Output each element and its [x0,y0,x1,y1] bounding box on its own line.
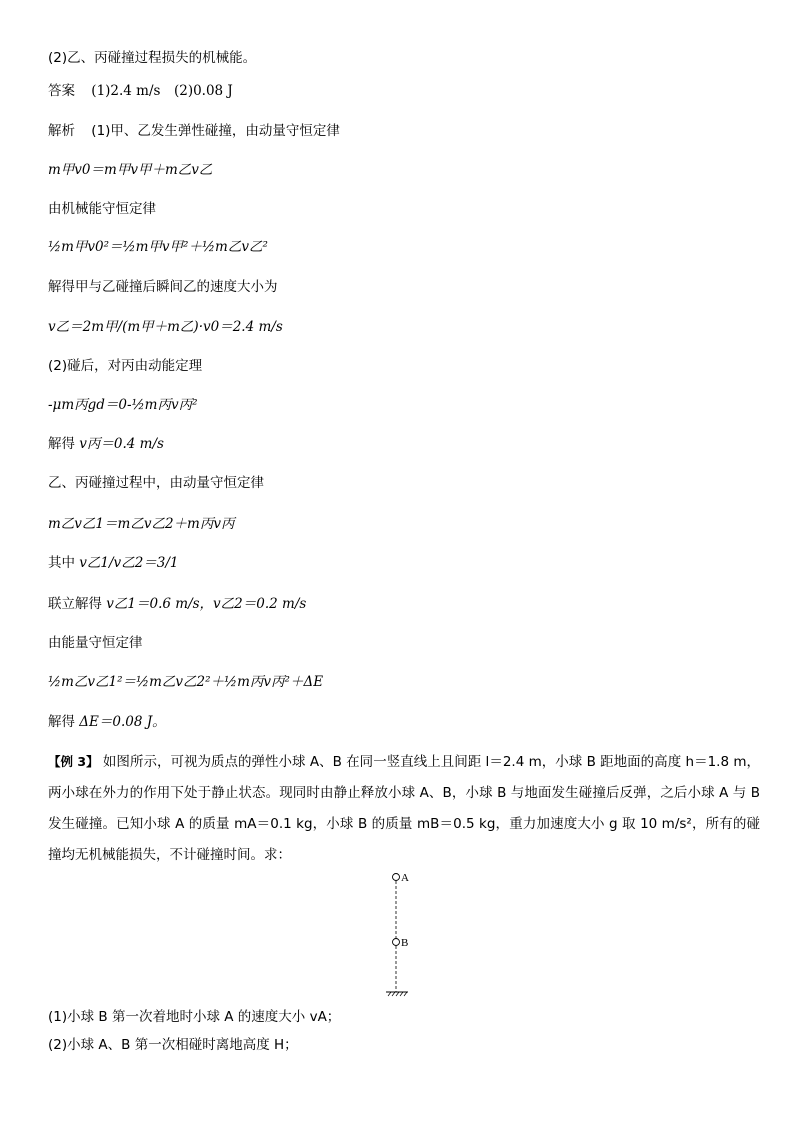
energy-conservation-line: 由能量守恒定律 [48,635,143,651]
answer-text: (1)2.4 m/s (2)0.08 J [91,83,233,99]
energy-loss-equation: ½m乙v乙1²＝½m乙v乙2²＋½m丙v丙²＋ΔE [48,674,324,690]
momentum-equation: m甲v0＝m甲v甲＋m乙v乙 [48,162,213,178]
momentum-equation-2: m乙v乙1＝m乙v乙2＋m丙v丙 [48,516,235,532]
ball-b [393,939,400,946]
combined-prefix: 联立解得 [48,596,102,612]
ratio-equation: v乙1/v乙2＝3/1 [79,555,179,571]
final-result-prefix: 解得 [48,714,75,730]
final-result-value: ΔE＝0.08 J。 [79,714,166,730]
example-text: 如图所示，可视为质点的弹性小球 A、B 在同一竖直线上且间距 l＝2.4 m，小球 B 距地面的高度 h＝1.8 m，两小球在外力的作用下处于静止状态。现同时由静止释放小球 A、B，小球 B 与地面发生碰撞后反弹，之后小球 A 与 B 发生碰撞。已知小球 A 的质量 mA＝0.1 kg，小球 B 的质量 mB＝0.5 kg，重力加速度大小 g 取 10 m/s²，所有的碰撞均无机械能损失，不计碰撞时间。求： [48,754,761,863]
analysis-label: 解析 [48,123,75,139]
analysis-line [48,122,340,140]
example-3-paragraph [48,746,760,871]
ball-a-label: A [401,872,409,884]
analysis-text: (1)甲、乙发生弹性碰撞，由动量守恒定律 [91,123,340,139]
answer-label: 答案 [48,83,75,99]
energy-law-line: 由机械能守恒定律 [48,201,156,217]
after-collision-line: (2)碰后，对丙由动能定理 [48,358,203,374]
speed-equation: v乙＝2m甲/(m甲＋m乙)·v0＝2.4 m/s [48,319,283,335]
combined-line [48,595,306,613]
speed-result-line [48,435,164,453]
momentum-law-line: 乙、丙碰撞过程中，由动量守恒定律 [48,475,264,491]
question-2-line: (2)乙、丙碰撞过程损失的机械能。 [48,50,257,66]
example-question-1: (1)小球 B 第一次着地时小球 A 的速度大小 vA； [48,1009,341,1025]
two-ball-figure [370,868,440,1002]
example-question-2: (2)小球 A、B 第一次相碰时离地高度 H； [48,1037,298,1053]
answer-line [48,82,233,100]
ratio-line [48,554,179,572]
solve-speed-line: 解得甲与乙碰撞后瞬间乙的速度大小为 [48,279,278,295]
ball-a [393,874,400,881]
combined-values: v乙1＝0.6 m/s，v乙2＝0.2 m/s [106,596,307,612]
final-result-line [48,713,166,731]
two-ball-diagram [370,868,440,998]
ratio-prefix: 其中 [48,555,75,571]
kinetic-energy-equation: -μm丙gd＝0-½m丙v丙² [48,397,198,413]
ball-b-label: B [401,937,409,949]
speed-result-value: v丙＝0.4 m/s [79,436,164,452]
energy-equation: ½m甲v0²＝½m甲v甲²＋½m乙v乙² [48,239,268,255]
ground-hatching [388,992,407,996]
example-tag: 【例 3】 [48,754,99,769]
speed-result-prefix: 解得 [48,436,75,452]
